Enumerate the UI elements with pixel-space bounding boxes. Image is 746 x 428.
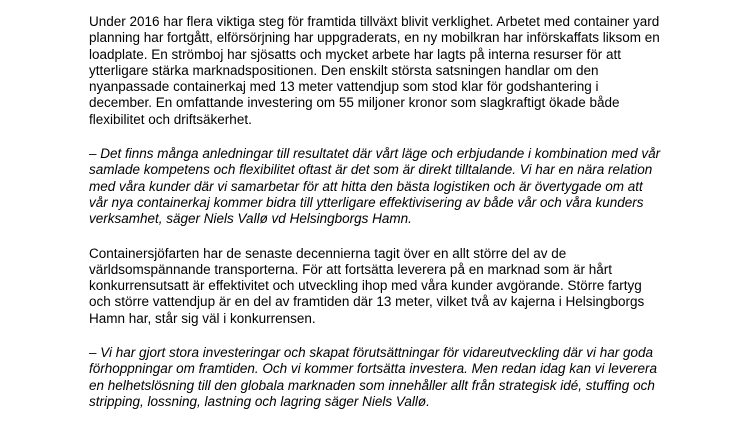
text-line: december. En omfattande investering om 55 miljoner kronor som slagkraftigt ökade både [89, 95, 620, 111]
text-line: ytterligare stärka marknadspositionen. Den enskilt största satsningen handlar om den [89, 62, 599, 78]
text-line: konkurrensutsatt är effektivitet och utveckling ihop med våra kunder avgörande. Större fartyg [89, 278, 642, 294]
text-line: Under 2016 har flera viktiga steg för framtida tillväxt blivit verklighet. Arbetet med container yard [89, 14, 660, 29]
text-line: – Vi har gjort stora investeringar och skapat förutsättningar för vidareutveckling där vi har goda [89, 345, 654, 361]
document-body [89, 14, 689, 428]
text-line: en helhetslösning till den globala marknaden som innehåller allt från strategisk idé, stuffing och [89, 377, 655, 393]
text-line: världsomspännande transporterna. För att fortsätta leverera på en marknad som är hårt [89, 261, 613, 277]
text-line: nyanpassade containerkaj med 13 meter vattendjup som stod klar för godshantering i [89, 79, 599, 95]
text-line: med våra kunder där vi samarbetar för att hitta den bästa logistiken och är övertygade om att [89, 178, 643, 194]
text-line: planning har fortgått, elförsörjning har uppgraderats, en ny mobilkran har införskaffats liksom en [89, 30, 660, 46]
text-line: och större vattendjup är en del av framtiden där 13 meter, vilket två av kajerna i Helsingborgs [89, 294, 645, 310]
text-line: – Det finns många anledningar till resultatet där vårt läge och erbjudande i kombination med vår [89, 146, 661, 162]
text-line: loadplate. En strömboj har sjösatts och mycket arbete har lagts på interna resurser för att [89, 46, 622, 62]
text-line: förhoppningar om framtiden. Och vi kommer fortsätta investera. Men redan idag kan vi leverera [89, 361, 658, 377]
text-line: samlade kompetens och flexibilitet oftast är det som är direkt tilltalande. Vi har en nära relation [89, 162, 653, 178]
text-line: vår nya containerkaj kommer bidra till ytterligare effektivisering av både vår och våra kunders [89, 194, 644, 210]
text-line: flexibilitet och driftsäkerhet. [89, 111, 252, 127]
text-line: stripping, lossning, lastning och lagring säger Niels Vallø. [89, 393, 430, 409]
text-line: Hamn har, står sig väl i konkurrensen. [89, 310, 316, 326]
quote-paragraph-1 [89, 146, 689, 227]
text-line: Containersjöfarten har de senaste decennierna tagit över en allt större del av de [89, 245, 567, 261]
quote-paragraph-2 [89, 345, 689, 410]
paragraph-1 [89, 14, 689, 128]
paragraph-2 [89, 246, 689, 327]
text-line: verksamhet, säger Niels Vallø vd Helsingborgs Hamn. [89, 211, 412, 227]
